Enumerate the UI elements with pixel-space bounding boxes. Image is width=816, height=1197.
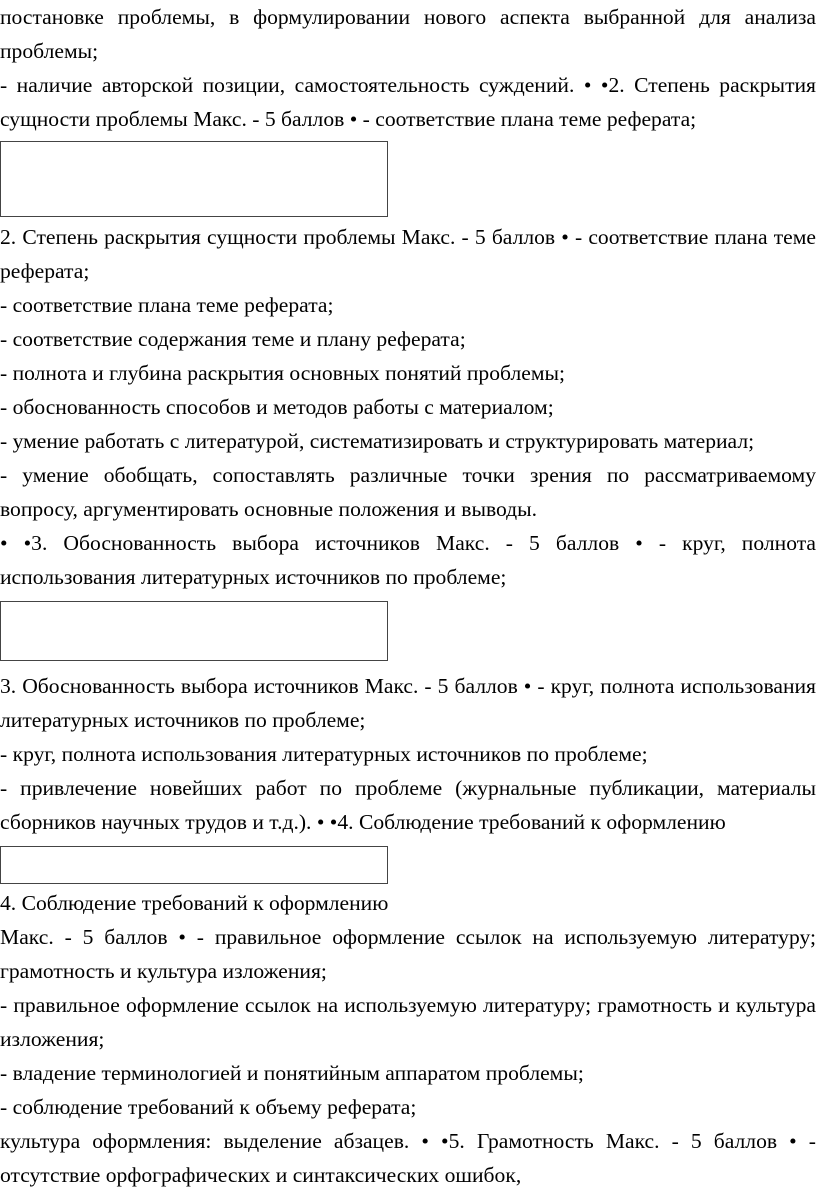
list-item: - соответствие плана теме реферата; xyxy=(0,293,334,317)
text-paragraph: культура оформления: выделение абзацев. • •5. Грамотность Макс. - 5 баллов • - отсутствие орфографических и синтаксических ошибок, xyxy=(0,1129,816,1187)
list-item: - умение работать с литературой, систематизировать и структурировать материал; xyxy=(0,429,755,453)
empty-frame xyxy=(0,601,388,661)
list-item: - соблюдение требований к объему реферата; xyxy=(0,1095,417,1119)
section-heading: 3. Обоснованность выбора источников Макс. - 5 баллов • - круг, полнота использования литературных источников по проблеме; xyxy=(0,674,816,732)
list-item: - полнота и глубина раскрытия основных понятий проблемы; xyxy=(0,361,566,385)
list-item: - владение терминологией и понятийным аппаратом проблемы; xyxy=(0,1061,584,1085)
empty-frame xyxy=(0,141,388,217)
text-paragraph: - наличие авторской позиции, самостоятельность суждений. • •2. Степень раскрытия сущности проблемы Макс. - 5 баллов • - соответствие плана теме реферата; xyxy=(0,73,816,131)
text-paragraph: постановке проблемы, в формулировании нового аспекта выбранной для анализа проблемы; xyxy=(0,5,816,63)
list-item: - круг, полнота использования литературных источников по проблеме; xyxy=(0,742,648,766)
text-paragraph: Макс. - 5 баллов • - правильное оформление ссылок на используемую литературу; грамотность и культура изложения; xyxy=(0,925,816,983)
list-item: - соответствие содержания теме и плану реферата; xyxy=(0,327,466,351)
empty-frame xyxy=(0,846,388,884)
section-heading: 2. Степень раскрытия сущности проблемы Макс. - 5 баллов • - соответствие плана теме реферата; xyxy=(0,225,816,283)
section-heading: 4. Соблюдение требований к оформлению xyxy=(0,891,389,915)
list-item: - привлечение новейших работ по проблеме (журнальные публикации, материалы сборников научных трудов и т.д.). • •4. Соблюдение требований к оформлению xyxy=(0,776,816,834)
list-item: - обоснованность способов и методов работы с материалом; xyxy=(0,395,554,419)
list-item: - правильное оформление ссылок на используемую литературу; грамотность и культура изложения; xyxy=(0,993,816,1051)
text-paragraph: • •3. Обоснованность выбора источников Макс. - 5 баллов • - круг, полнота использования литературных источников по проблеме; xyxy=(0,531,816,589)
list-item: - умение обобщать, сопоставлять различные точки зрения по рассматриваемому вопросу, аргументировать основные положения и выводы. xyxy=(0,463,816,521)
